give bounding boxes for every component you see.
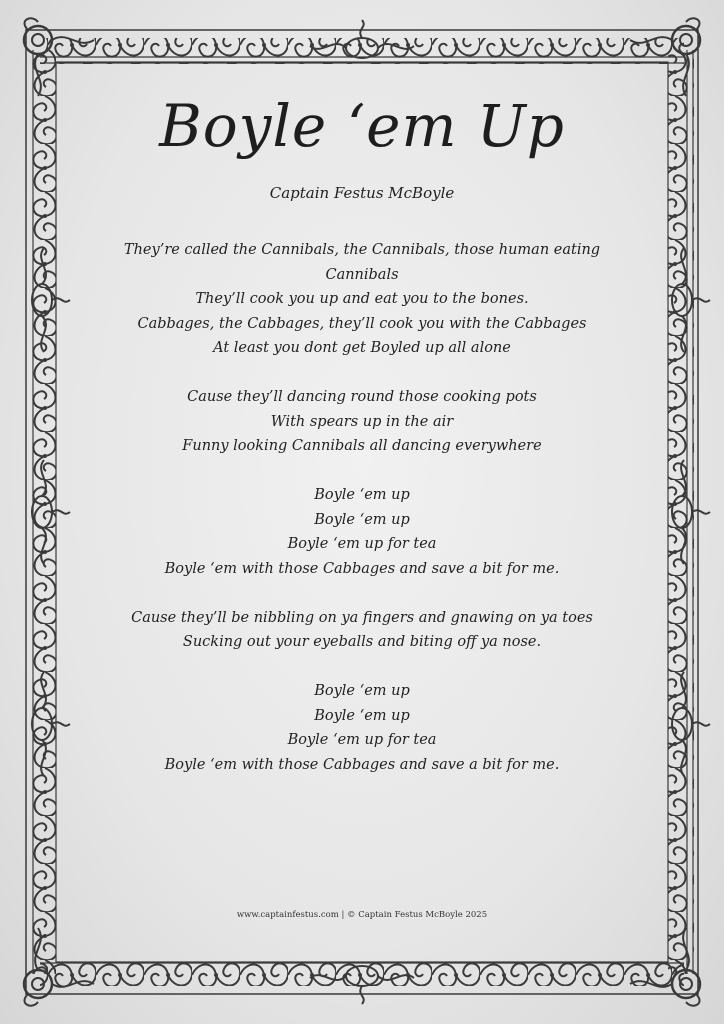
song-title: Boyle ‘em Up: [159, 92, 565, 160]
stanza-2: [110, 385, 614, 459]
chorus-1: [110, 483, 614, 581]
lyric-line: Boyle ‘em up: [314, 511, 410, 528]
footer-credit: www.captainfestus.com | © Captain Festus McBoyle 2025: [236, 910, 488, 920]
lyric-line: Sucking out your eyeballs and biting off ya nose.: [182, 634, 542, 650]
lyric-line: Boyle ‘em with those Cabbages and save a bit for me.: [164, 756, 560, 773]
lyrics-body: [110, 238, 614, 802]
lyric-line: Boyle ‘em up: [314, 683, 410, 699]
lyric-line: Boyle ‘em up for tea: [287, 536, 437, 552]
stanza-3: [110, 606, 614, 655]
lyric-line: Boyle ‘em up for tea: [287, 732, 437, 748]
song-author: Captain Festus McBoyle: [269, 184, 455, 202]
lyric-line: Funny looking Cannibals all dancing everywhere: [182, 438, 542, 454]
chorus-2: [110, 679, 614, 777]
lyric-line: Boyle ‘em up: [314, 707, 410, 724]
lyric-line: Cause they’ll be nibbling on ya fingers and gnawing on ya toes: [131, 609, 593, 626]
stanza-1: [110, 238, 614, 361]
lyric-line: Cabbages, the Cabbages, they’ll cook you with the Cabbages: [137, 315, 587, 332]
lyric-line: Cause they’ll dancing round those cooking pots: [187, 389, 537, 405]
lyric-line: Boyle ‘em up: [314, 487, 410, 503]
lyric-line: They’ll cook you up and eat you to the bones.: [195, 291, 529, 307]
lyric-line: With spears up in the air: [270, 413, 454, 430]
lyric-line: At least you dont get Boyled up all alone: [213, 340, 511, 356]
lyric-line: Boyle ‘em with those Cabbages and save a bit for me.: [164, 560, 560, 577]
lyric-line: They’re called the Cannibals, the Cannibals, those human eating Cannibals: [123, 242, 601, 283]
